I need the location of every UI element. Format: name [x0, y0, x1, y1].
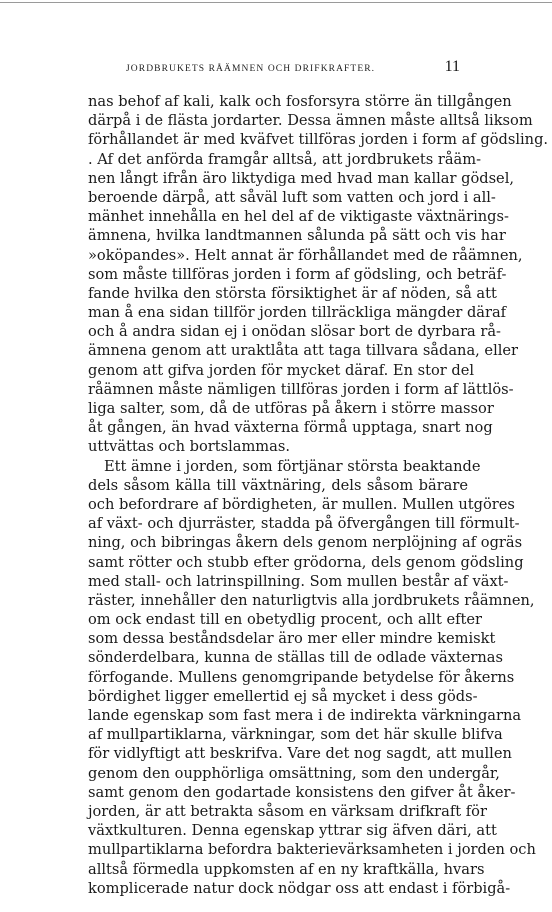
text-line: med stall- och latrinspillning. Som mullen består af växt-	[88, 572, 509, 590]
text-line: mullpartiklarna befordra bakterievärksamheten i jorden och	[88, 841, 536, 859]
text-line: och å andra sidan ej i onödan slösar bort de dyrbara rå-	[88, 323, 501, 341]
text-line: liga salter, som, då de utföras på åkern i större massor	[88, 400, 494, 417]
text-line: som måste tillföras jorden i form af gödsling, och beträf-	[88, 265, 507, 283]
text-line: förfogande. Mullens genomgripande betydelse för åkerns	[88, 668, 515, 686]
text-line: växtkulturen. Denna egenskap yttrar sig äfven däri, att	[88, 822, 497, 840]
text-line: om ock endast till en obetydlig procent, och allt efter	[88, 611, 482, 629]
text-line: dels såsom källa till växtnäring, dels såsom bärare	[88, 476, 468, 494]
text-line: fande hvilka den största försiktighet är af nöden, så att	[88, 284, 497, 302]
text-line: lande egenskap som fast mera i de indirekta värkningarna	[88, 707, 522, 724]
text-line: genom att gifva jorden för mycket däraf. En stor del	[88, 361, 475, 379]
text-line: jorden, är att betrakta såsom en värksam drifkraft för	[88, 802, 487, 820]
text-line: beroende därpå, att såväl luft som vatten och jord i all-	[88, 188, 496, 206]
text-line: ämnena genom att uraktlåta att taga tillvara sådana, eller	[88, 342, 519, 360]
text-line: uttvättas och bortslammas.	[88, 438, 290, 456]
text-line: af mullpartiklarna, värkningar, som det här skulle blifva	[88, 726, 503, 744]
text-line: ning, och bibringas åkern dels genom nerplöjning af ogräs	[88, 534, 523, 552]
text-line: af växt- och djurräster, stadda på öfvergången till förmult-	[88, 515, 520, 533]
text-line: sönderdelbara, kunna de ställas till de odlade växternas	[88, 649, 503, 667]
text-line: mänhet innehålla en hel del af de viktigaste växtnärings-	[88, 208, 509, 226]
text-line: samt genom den godartade konsistens den gifver åt åker-	[88, 783, 516, 801]
text-line: genom den oupphörliga omsättning, som den undergår,	[88, 764, 500, 782]
text-line: . Af det anförda framgår alltså, att jordbrukets råäm-	[88, 150, 482, 168]
text-line: åt gången, än hvad växterna förmå upptaga, snart nog	[88, 419, 493, 437]
text-line: Ett ämne i jorden, som förtjänar största beaktande	[104, 457, 481, 475]
text-line: och befordrare af bördigheten, är mullen. Mullen utgöres	[88, 495, 515, 513]
text-line: bördighet ligger emellertid ej så mycket i dess göds-	[88, 687, 478, 705]
body-text	[88, 92, 549, 898]
text-line: alltså förmedla uppkomsten af en ny kraftkälla, hvars	[88, 860, 485, 878]
text-line: ämnena, hvilka landtmannen sålunda på sätt och vis har	[88, 227, 506, 245]
text-line: för vidlyftigt att beskrifva. Vare det nog sagdt, att mullen	[88, 745, 512, 763]
text-line: samt rötter och stubb efter grödorna, dels genom gödsling	[88, 553, 524, 571]
page-number: 11	[444, 58, 460, 75]
running-title: JORDBRUKETS RÅÄMNEN OCH DRIFKRAFTER.	[126, 64, 376, 74]
text-line: nas behof af kali, kalk och fosforsyra större än tillgången	[88, 93, 512, 110]
top-edge-rule	[0, 2, 552, 3]
text-line: man å ena sidan tillför jorden tillräckliga mängder däraf	[88, 304, 507, 322]
text-line: som dessa beståndsdelar äro mer eller mindre kemiskt	[88, 630, 496, 648]
text-line: nen långt ifrån äro liktydiga med hvad man kallar gödsel,	[88, 169, 515, 187]
text-line: råämnen måste nämligen tillföras jorden i form af lättlös-	[88, 380, 514, 398]
text-line: förhållandet är med kväfvet tillföras jorden i form af gödsling.	[88, 131, 549, 149]
text-line: komplicerade natur dock nödgar oss att endast i förbigå-	[88, 879, 511, 897]
text-line: räster, innehåller den naturligtvis alla jordbrukets råämnen,	[88, 591, 535, 609]
text-line: »oköpandes». Helt annat är förhållandet med de råämnen,	[88, 246, 523, 264]
text-line: därpå i de flästa jordarter. Dessa ämnen måste alltså liksom	[88, 112, 533, 130]
running-head	[88, 58, 468, 80]
